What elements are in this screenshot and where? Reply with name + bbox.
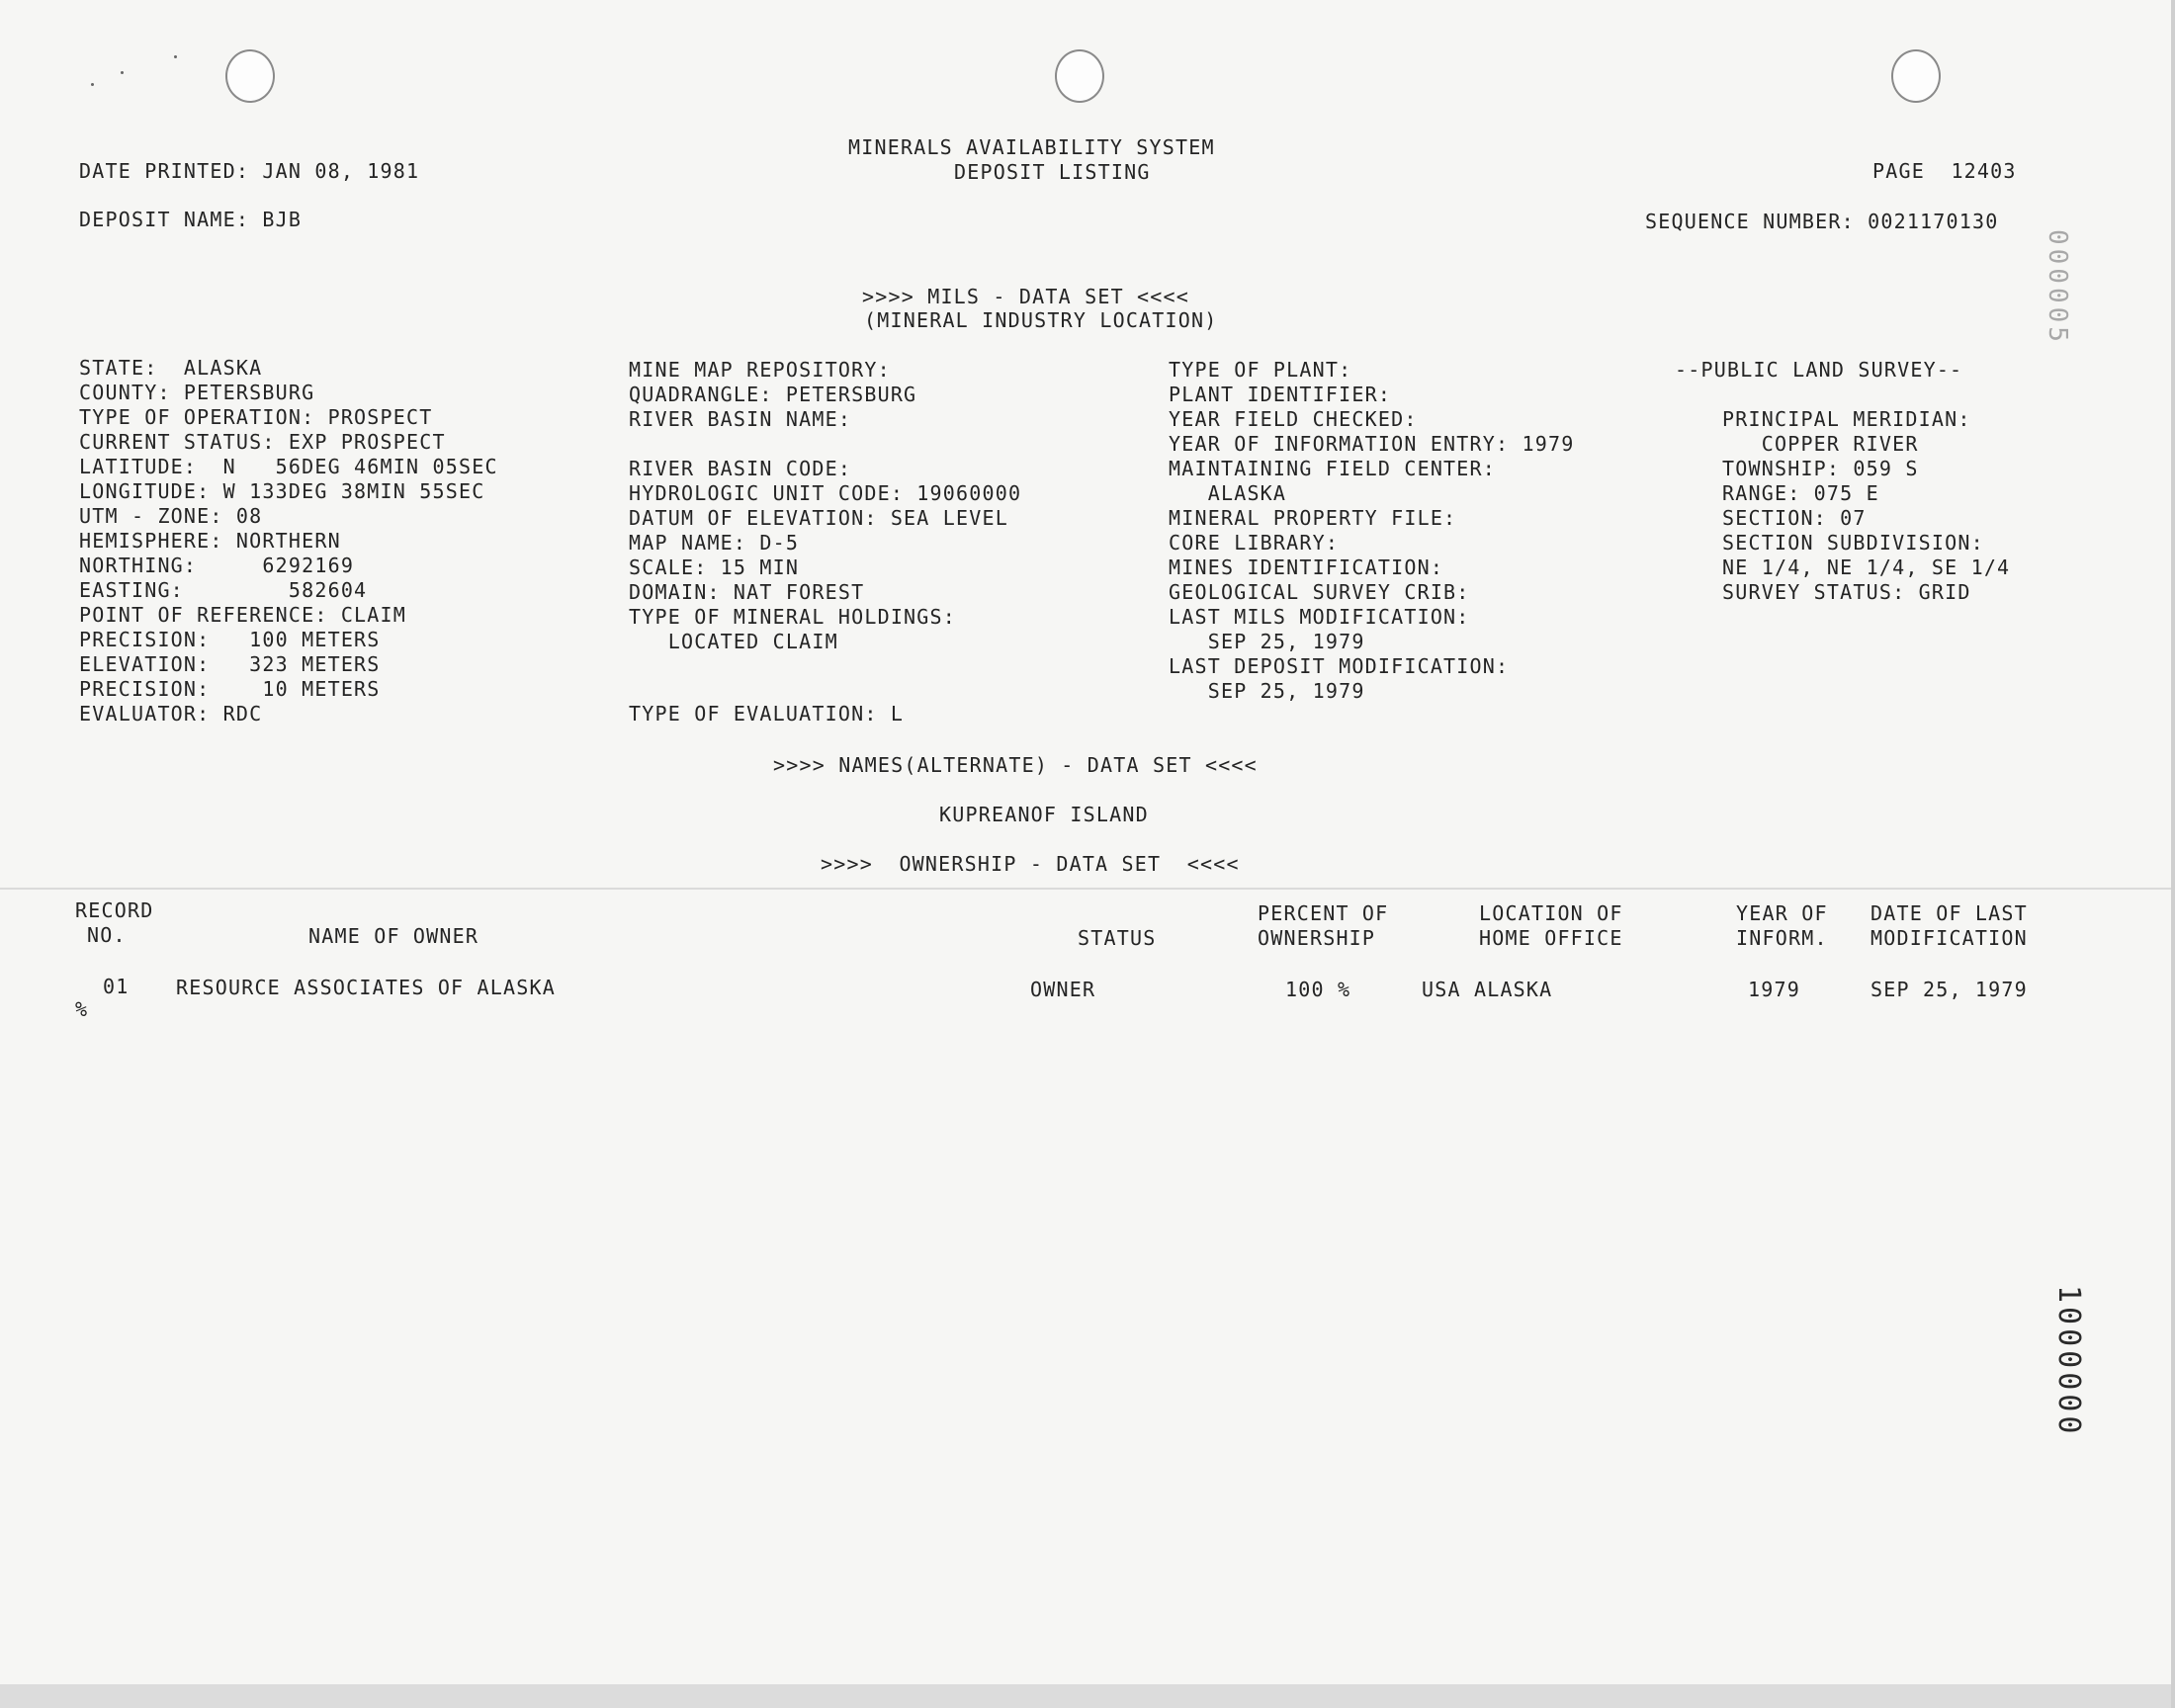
header-location: LOCATION OF [1479, 901, 1623, 925]
mils-field: LOCATED CLAIM [629, 630, 838, 653]
mils-field: YEAR FIELD CHECKED: [1169, 407, 1418, 431]
date-printed: DATE PRINTED: JAN 08, 1981 [79, 159, 420, 183]
survey-field [1675, 383, 2010, 407]
margin-stamp-upper: 000005 [2043, 229, 2072, 346]
row-owner-name: RESOURCE ASSOCIATES OF ALASKA [176, 976, 556, 999]
mils-field: YEAR OF INFORMATION ENTRY: 1979 [1169, 432, 1575, 456]
mils-field: DOMAIN: NAT FOREST [629, 580, 865, 604]
sequence-number: SEQUENCE NUMBER: 0021170130 [1645, 210, 1999, 233]
public-land-survey [1675, 358, 2010, 605]
mils-field: RIVER BASIN CODE: [629, 457, 852, 480]
ink-speck [174, 55, 177, 58]
margin-stamp-lower: 1000000 [2051, 1285, 2086, 1438]
mils-field: PRECISION: 10 METERS [79, 677, 381, 701]
survey-title: --PUBLIC LAND SURVEY-- [1675, 358, 1963, 382]
mils-field [629, 654, 1021, 679]
scan-edge-right [2171, 0, 2175, 1708]
survey-field: SURVEY STATUS: GRID [1722, 580, 1971, 604]
row-location: USA ALASKA [1422, 978, 1553, 1001]
header-percent: PERCENT OF [1258, 901, 1389, 925]
mils-field: CURRENT STATUS: EXP PROSPECT [79, 430, 446, 454]
mils-column-location [79, 356, 498, 726]
mils-field: TYPE OF MINERAL HOLDINGS: [629, 605, 957, 629]
ownership-section-title: >>>> OWNERSHIP - DATA SET <<<< [821, 852, 1240, 876]
end-of-record-mark: % [75, 997, 89, 1021]
mils-field: GEOLOGICAL SURVEY CRIB: [1169, 580, 1470, 604]
mils-field [629, 432, 1021, 457]
header-record-no: NO. [87, 923, 127, 947]
mils-field: SCALE: 15 MIN [629, 555, 800, 579]
mils-field: PLANT IDENTIFIER: [1169, 383, 1392, 406]
ink-speck [91, 83, 94, 86]
header-modification: MODIFICATION [1870, 926, 2028, 950]
mils-field: ALASKA [1169, 481, 1287, 505]
scan-edge-bottom [0, 1684, 2175, 1708]
system-title: MINERALS AVAILABILITY SYSTEM [848, 135, 1215, 159]
mils-field: SEP 25, 1979 [1169, 630, 1365, 653]
header-ownership: OWNERSHIP [1258, 926, 1376, 950]
names-section-title: >>>> NAMES(ALTERNATE) - DATA SET <<<< [773, 753, 1258, 777]
mils-field: UTM - ZONE: 08 [79, 504, 263, 528]
mils-field: DATUM OF ELEVATION: SEA LEVEL [629, 506, 1008, 530]
header-owner-name: NAME OF OWNER [308, 924, 479, 948]
mils-field: MAINTAINING FIELD CENTER: [1169, 457, 1497, 480]
mils-field: PRECISION: 100 METERS [79, 628, 381, 651]
mils-field: EASTING: 582604 [79, 578, 368, 602]
mils-field: RIVER BASIN NAME: [629, 407, 852, 431]
mils-field: MAP NAME: D-5 [629, 531, 800, 555]
survey-field: PRINCIPAL MERIDIAN: [1722, 407, 1971, 431]
mils-field: SEP 25, 1979 [1169, 679, 1365, 703]
header-record: RECORD [75, 898, 154, 922]
mils-column-administration [1169, 358, 1574, 704]
listing-title: DEPOSIT LISTING [954, 160, 1151, 184]
mils-field: COUNTY: PETERSBURG [79, 381, 315, 404]
row-percent: 100 % [1285, 978, 1351, 1001]
survey-field: RANGE: 075 E [1722, 481, 1879, 505]
mils-field: NORTHING: 6292169 [79, 554, 355, 577]
mils-field: TYPE OF OPERATION: PROSPECT [79, 405, 433, 429]
mils-field: HYDROLOGIC UNIT CODE: 19060000 [629, 481, 1022, 505]
mils-field: TYPE OF PLANT: [1169, 358, 1352, 382]
mils-field: STATE: ALASKA [79, 356, 263, 380]
alternate-name: KUPREANOF ISLAND [939, 803, 1149, 826]
mils-field: MINES IDENTIFICATION: [1169, 555, 1444, 579]
punch-hole-center [1055, 49, 1104, 103]
mils-field: QUADRANGLE: PETERSBURG [629, 383, 917, 406]
mils-field: MINE MAP REPOSITORY: [629, 358, 891, 382]
punch-hole-right [1891, 49, 1941, 103]
survey-field: SECTION SUBDIVISION: [1722, 531, 1984, 555]
mils-field: LONGITUDE: W 133DEG 38MIN 55SEC [79, 479, 485, 503]
header-status: STATUS [1078, 926, 1157, 950]
row-status: OWNER [1030, 978, 1096, 1001]
header-year: YEAR OF [1736, 901, 1828, 925]
mils-field: MINERAL PROPERTY FILE: [1169, 506, 1457, 530]
mils-field: LAST DEPOSIT MODIFICATION: [1169, 654, 1510, 678]
mils-column-geography [629, 358, 1021, 726]
mils-field: EVALUATOR: RDC [79, 702, 263, 726]
evaluation-type: TYPE OF EVALUATION: L [629, 702, 905, 726]
punch-hole-left [225, 49, 275, 103]
mils-section-subtitle: (MINERAL INDUSTRY LOCATION) [864, 308, 1218, 332]
header-home-office: HOME OFFICE [1479, 926, 1623, 950]
header-inform: INFORM. [1736, 926, 1828, 950]
page-number: PAGE 12403 [1872, 159, 2017, 183]
ink-speck [121, 71, 124, 74]
mils-field: POINT OF REFERENCE: CLAIM [79, 603, 407, 627]
deposit-name: DEPOSIT NAME: BJB [79, 208, 303, 231]
mils-field: HEMISPHERE: NORTHERN [79, 529, 341, 553]
mils-section-title: >>>> MILS - DATA SET <<<< [862, 285, 1190, 308]
row-year: 1979 [1748, 978, 1800, 1001]
mils-field [629, 679, 1021, 704]
section-divider [0, 888, 2175, 890]
survey-field: SECTION: 07 [1722, 506, 1867, 530]
survey-field: COPPER RIVER [1722, 432, 1919, 456]
row-date: SEP 25, 1979 [1870, 978, 2028, 1001]
mils-field: ELEVATION: 323 METERS [79, 652, 381, 676]
row-record: 01 [103, 975, 130, 998]
header-date-last: DATE OF LAST [1870, 901, 2028, 925]
survey-field: TOWNSHIP: 059 S [1722, 457, 1919, 480]
mils-field: LATITUDE: N 56DEG 46MIN 05SEC [79, 455, 498, 478]
mils-field: LAST MILS MODIFICATION: [1169, 605, 1470, 629]
survey-field: NE 1/4, NE 1/4, SE 1/4 [1722, 555, 2011, 579]
mils-field: CORE LIBRARY: [1169, 531, 1340, 555]
